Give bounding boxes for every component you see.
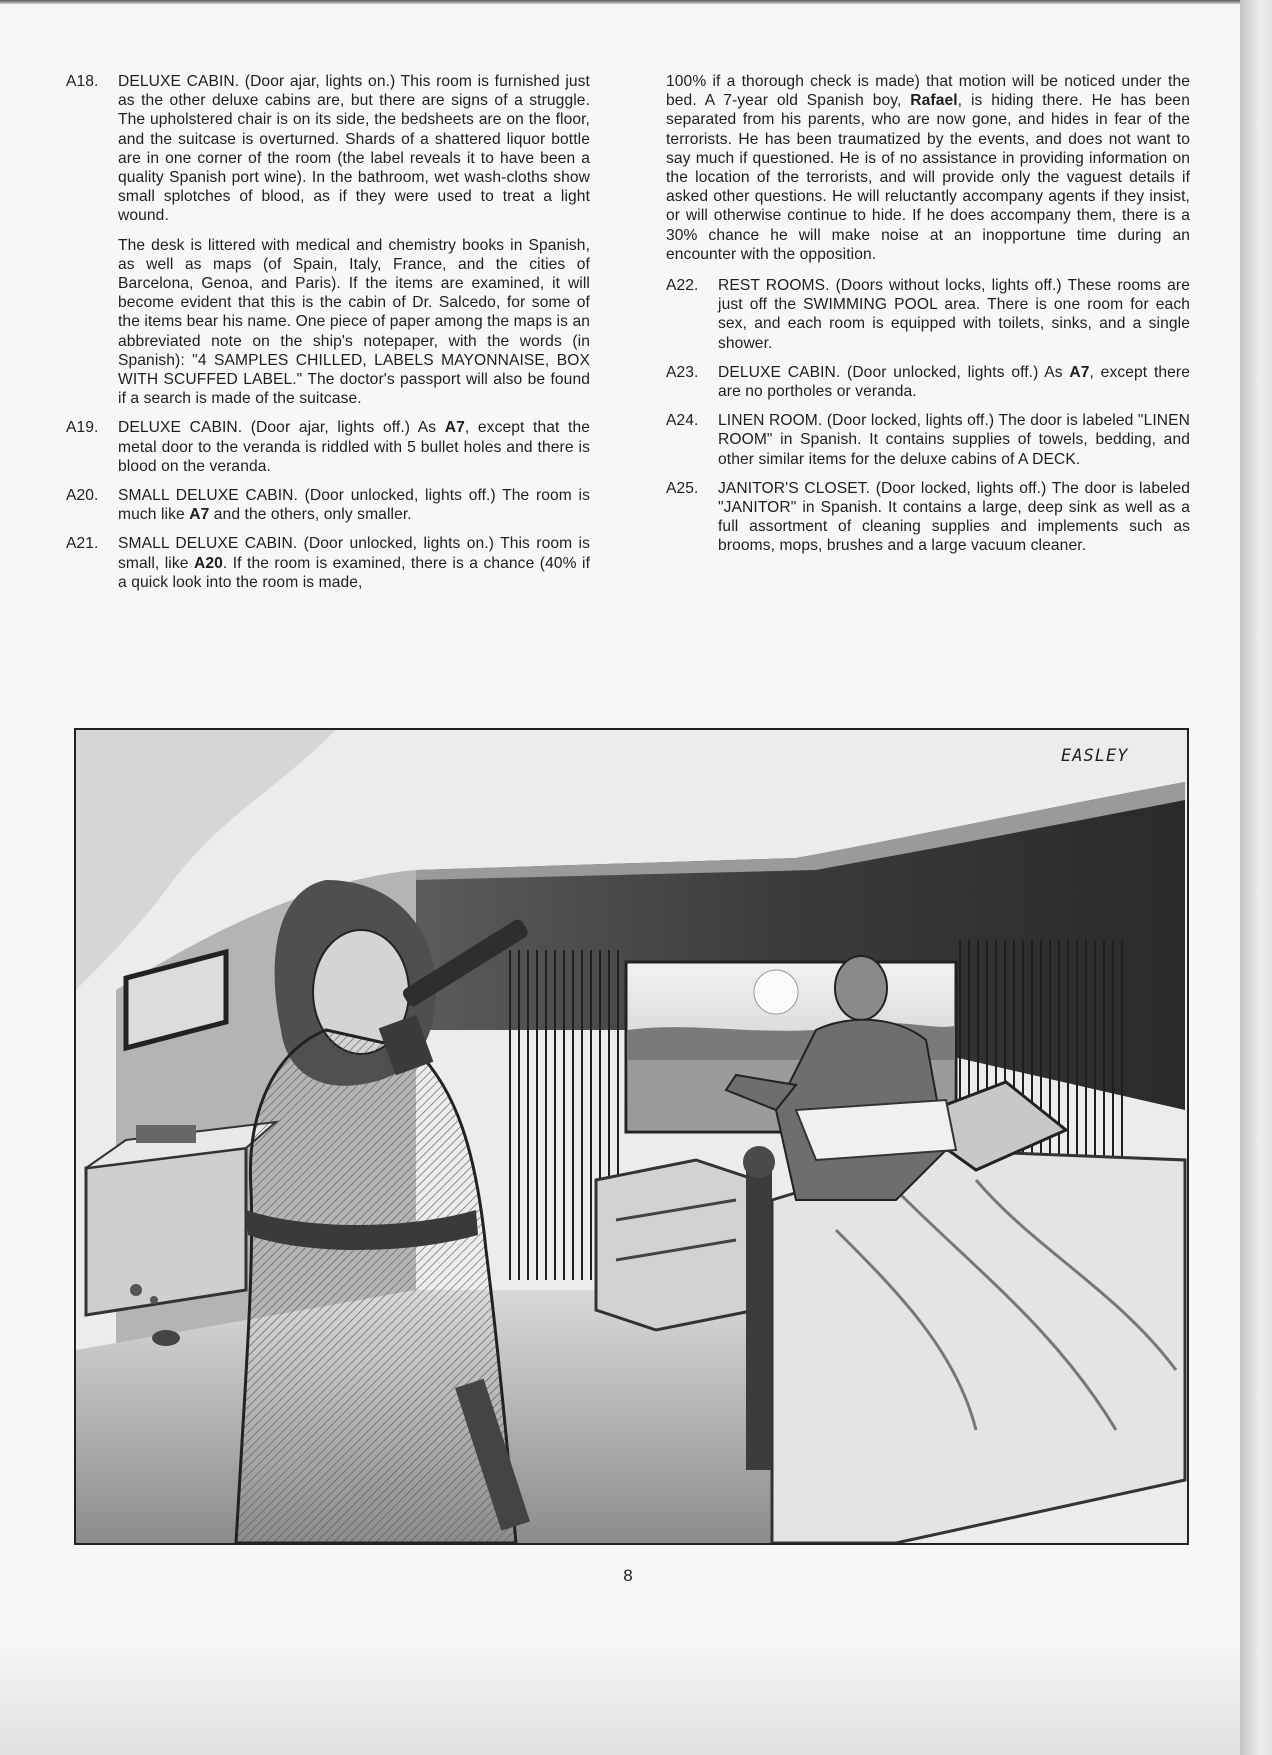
entry-a25 bbox=[666, 479, 1190, 556]
page-top-edge bbox=[0, 0, 1240, 4]
nightstand bbox=[596, 1160, 756, 1330]
room-reference: A7 bbox=[189, 506, 210, 524]
artist-signature: EASLEY bbox=[1061, 746, 1129, 766]
entry-id: A19. bbox=[66, 419, 99, 437]
right-column bbox=[666, 72, 1190, 566]
entry-text: , except there are no portholes or veranda. bbox=[718, 363, 1190, 401]
entry-paragraph: DELUXE CABIN. (Door ajar, lights on.) This room is furnished just as the other deluxe cabins are, but there are signs of a struggle. The upholstered chair is on its side, the bedsheets are on the floor, and the suitcase is overturned. Shards of a shattered liquor bottle are in one corner of the room (the label reveals it to have been a quality Spanish port wine). In the bathroom, wet wash-cloths show small splotches of blood, as if they were used to treat a light wound. bbox=[118, 73, 590, 225]
moon bbox=[754, 970, 798, 1014]
bed bbox=[772, 1150, 1185, 1543]
page-bottom-shadow bbox=[0, 1640, 1240, 1755]
entry-a20 bbox=[66, 486, 590, 524]
entry-id: A22. bbox=[666, 277, 699, 295]
continuation-paragraph bbox=[666, 72, 1190, 264]
entry-id: A21. bbox=[66, 535, 99, 553]
entry-text: DELUXE CABIN. (Door ajar, lights off.) As bbox=[118, 419, 445, 437]
entry-body: JANITOR'S CLOSET. (Door locked, lights off.) The door is labeled "JANITOR" in Spanish. It contains a large, deep sink as well as a full assortment of cleaning supplies and implements such as brooms, mops, brushes and a large vacuum cleaner. bbox=[718, 479, 1190, 555]
debris bbox=[152, 1330, 180, 1346]
entry-text: 100% if a thorough check is made) that motion will be noticed under the bed. A 7-year old Spanish boy, bbox=[666, 73, 1190, 110]
bed-post-knob bbox=[743, 1146, 775, 1178]
entry-id: A18. bbox=[66, 73, 99, 90]
entry-a22 bbox=[666, 276, 1190, 353]
room-reference: A7 bbox=[1069, 363, 1090, 381]
debris bbox=[150, 1296, 158, 1304]
page-number: 8 bbox=[623, 1566, 633, 1585]
entry-id: A25. bbox=[666, 479, 699, 497]
entry-a19 bbox=[66, 418, 590, 476]
debris bbox=[130, 1284, 142, 1296]
entry-text: , is hiding there. He has been separated from his parents, who are now gone, and hides in fear of the terrorists. He has been traumatized by the events, and does not want to say much if questioned. He is of no assistance in providing information on the location of the terrorists, and will provide only the vaguest details if asked other questions. He will reluctantly accompany agents if they insist, or will otherwise continue to hide. If he does accompany them, there is a 30% chance he will make noise at an inopportune time during an encounter with the opposition. bbox=[666, 92, 1190, 263]
entry-text: . If the room is examined, there is a chance (40% if a quick look into the room is made, bbox=[118, 554, 590, 591]
room-reference: A20 bbox=[193, 554, 223, 572]
entry-id: A23. bbox=[666, 363, 699, 381]
entry-a18 bbox=[66, 72, 590, 408]
desk bbox=[86, 1148, 246, 1315]
entry-text: , except that the metal door to the veranda is riddled with 5 bullet holes and there is blood on the veranda. bbox=[118, 419, 590, 475]
entry-text: and the others, only smaller. bbox=[209, 506, 412, 524]
cabin-illustration bbox=[74, 728, 1189, 1545]
entry-body bbox=[118, 534, 590, 592]
room-reference: A7 bbox=[444, 419, 465, 437]
page-spine-shadow bbox=[1240, 0, 1272, 1755]
bed-post bbox=[746, 1170, 772, 1470]
entry-body bbox=[718, 363, 1190, 401]
entry-paragraph: The desk is littered with medical and chemistry books in Spanish, as well as maps (of Spain, Italy, France, and the cities of Barcelona, Genoa, and Paris). If the items are examined, it will become evident that this is the cabin of Dr. Salcedo, for some of the items bear his name. One piece of paper among the maps is an abbreviated note on the ship's notepaper, with the words (in Spanish): "4 SAMPLES CHILLED, LABELS MAYONNAISE, BOX WITH SCUFFED LABEL." The doctor's passport will also be found if a search is made of the suitcase. bbox=[118, 236, 590, 408]
desk-books bbox=[136, 1125, 196, 1143]
entry-a21-continuation bbox=[666, 72, 1190, 264]
entry-a24 bbox=[666, 411, 1190, 469]
entry-text: SMALL DELUXE CABIN. (Door unlocked, lights off.) The room is much like bbox=[118, 487, 590, 524]
entry-body bbox=[118, 418, 590, 476]
entry-body: LINEN ROOM. (Door locked, lights off.) The door is labeled "LINEN ROOM" in Spanish. It contains supplies of towels, bedding, and other similar items for the deluxe cabins of A DECK. bbox=[718, 412, 1190, 468]
illustration-drawing bbox=[76, 730, 1187, 1543]
entry-text: SMALL DELUXE CABIN. (Door unlocked, lights on.) This room is small, like bbox=[118, 535, 590, 572]
entry-text: DELUXE CABIN. (Door unlocked, lights off.) As bbox=[718, 363, 1070, 381]
lifted-sheet bbox=[796, 1100, 956, 1160]
entry-body: REST ROOMS. (Doors without locks, lights off.) These rooms are just off the SWIMMING POOL area. There is one room for each sex, and each room is equipped with toilets, sinks, and a single shower. bbox=[718, 277, 1190, 352]
left-column bbox=[66, 72, 590, 602]
entry-a23 bbox=[666, 363, 1190, 401]
entry-id: A20. bbox=[66, 487, 99, 505]
entry-body bbox=[118, 486, 590, 524]
character-name: Rafael bbox=[910, 92, 958, 110]
entry-body bbox=[118, 72, 590, 408]
man-head bbox=[835, 956, 887, 1020]
entry-a21 bbox=[66, 534, 590, 592]
entry-id: A24. bbox=[666, 412, 699, 430]
